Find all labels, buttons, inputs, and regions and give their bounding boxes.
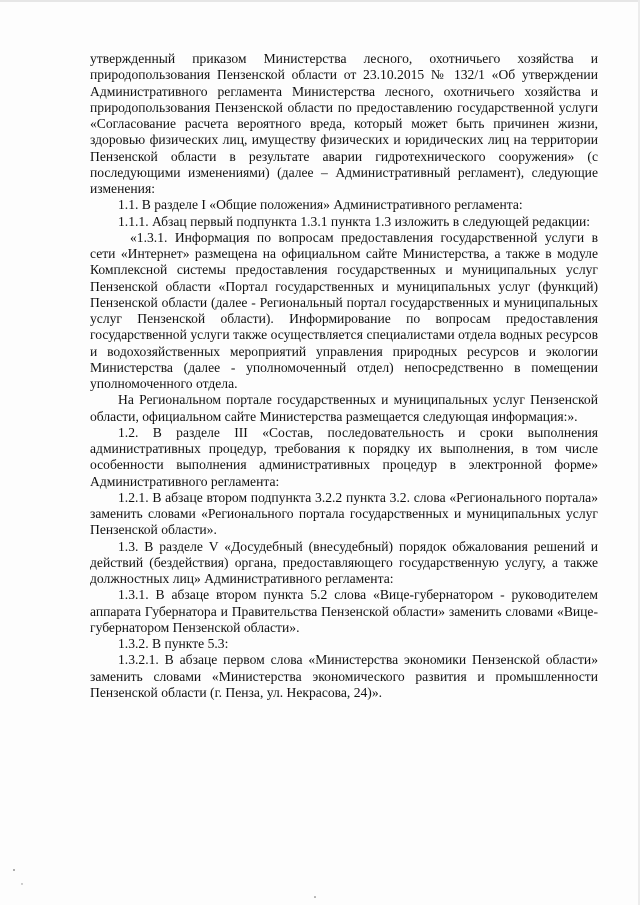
paragraph-1-3-2-1: 1.3.2.1. В абзаце первом слова «Министерства экономики Пензенской области» заменить словами «Министерства экономического развития и промышленности Пензенской области (г. Пенза, ул. Некрасова, 24)». xyxy=(90,652,598,700)
paragraph-1-3-1: 1.3.1. В абзаце втором пункта 5.2 слова «Вице-губернатором - руководителем аппарата Губернатора и Правительства Пензенской области» заменить словами «Вице-губернатором Пензенской области». xyxy=(90,587,598,635)
paragraph-amendment-intro: утвержденный приказом Министерства лесного, охотничьего хозяйства и природопользования Пензенской области от 23.10.2015 № 132/1 «Об утверждении Административного регламента Министерства лесного, охотничьего хозяйства и природопользования Пензенской области по предоставлению государственной услуги «Согласование расчета вероятного вреда, который может быть причинен жизни, здоровью физических лиц, имуществу физических и юридических лиц на территории Пензенской области в результате аварии гидротехнического сооружения» (с последующими изменениями) (далее – Административный регламент), следующие изменения: xyxy=(90,51,598,196)
document-body xyxy=(90,51,598,701)
paragraph-regional-portal: На Региональном портале государственных и муниципальных услуг Пензенской области, официальном сайте Министерства размещается следующая информация:». xyxy=(90,392,598,424)
paragraph-quote-1-3-1: «1.3.1. Информация по вопросам предоставления государственной услуги в сети «Интернет» размещена на официальном сайте Министерства, а также в модуле Комплексной системы предоставления государственных и муниципальных услуг Пензенской области «Портал государственных и муниципальных услуг (функций) Пензенской области (далее - Региональный портал государственных и муниципальных услуг Пензенской области). Информирование по вопросам предоставления государственной услуги также осуществляется специалистами отдела водных ресурсов и водохозяйственных мероприятий управления природных ресурсов и экологии Министерства (далее - уполномоченный отдел) непосредственно в помещении уполномоченного отдела. xyxy=(90,229,598,391)
paragraph-1-2-1: 1.2.1. В абзаце втором подпункта 3.2.2 пункта 3.2. слова «Регионального портала» заменить словами «Регионального портала государственных и муниципальных услуг Пензенской области». xyxy=(90,489,598,538)
paragraph-1-1: 1.1. В разделе I «Общие положения» Административного регламента: xyxy=(118,197,523,213)
paragraph-1-3: 1.3. В разделе V «Досудебный (внесудебный) порядок обжалования решений и действий (бездействия) органа, предоставляющего государственную услугу, а также должностных лиц» Административного регламента: xyxy=(90,538,598,586)
paragraph-1-1-1: 1.1.1. Абзац первый подпункта 1.3.1 пункта 1.3 изложить в следующей редакции: xyxy=(118,213,591,229)
paragraph-1-3-2: 1.3.2. В пункте 5.3: xyxy=(118,636,229,651)
paragraph-1-2: 1.2. В разделе III «Состав, последовательность и сроки выполнения административных процедур, требования к порядку их выполнения, в том числе особенности выполнения административных процедур в электронной форме» Административного регламента: xyxy=(90,424,598,489)
